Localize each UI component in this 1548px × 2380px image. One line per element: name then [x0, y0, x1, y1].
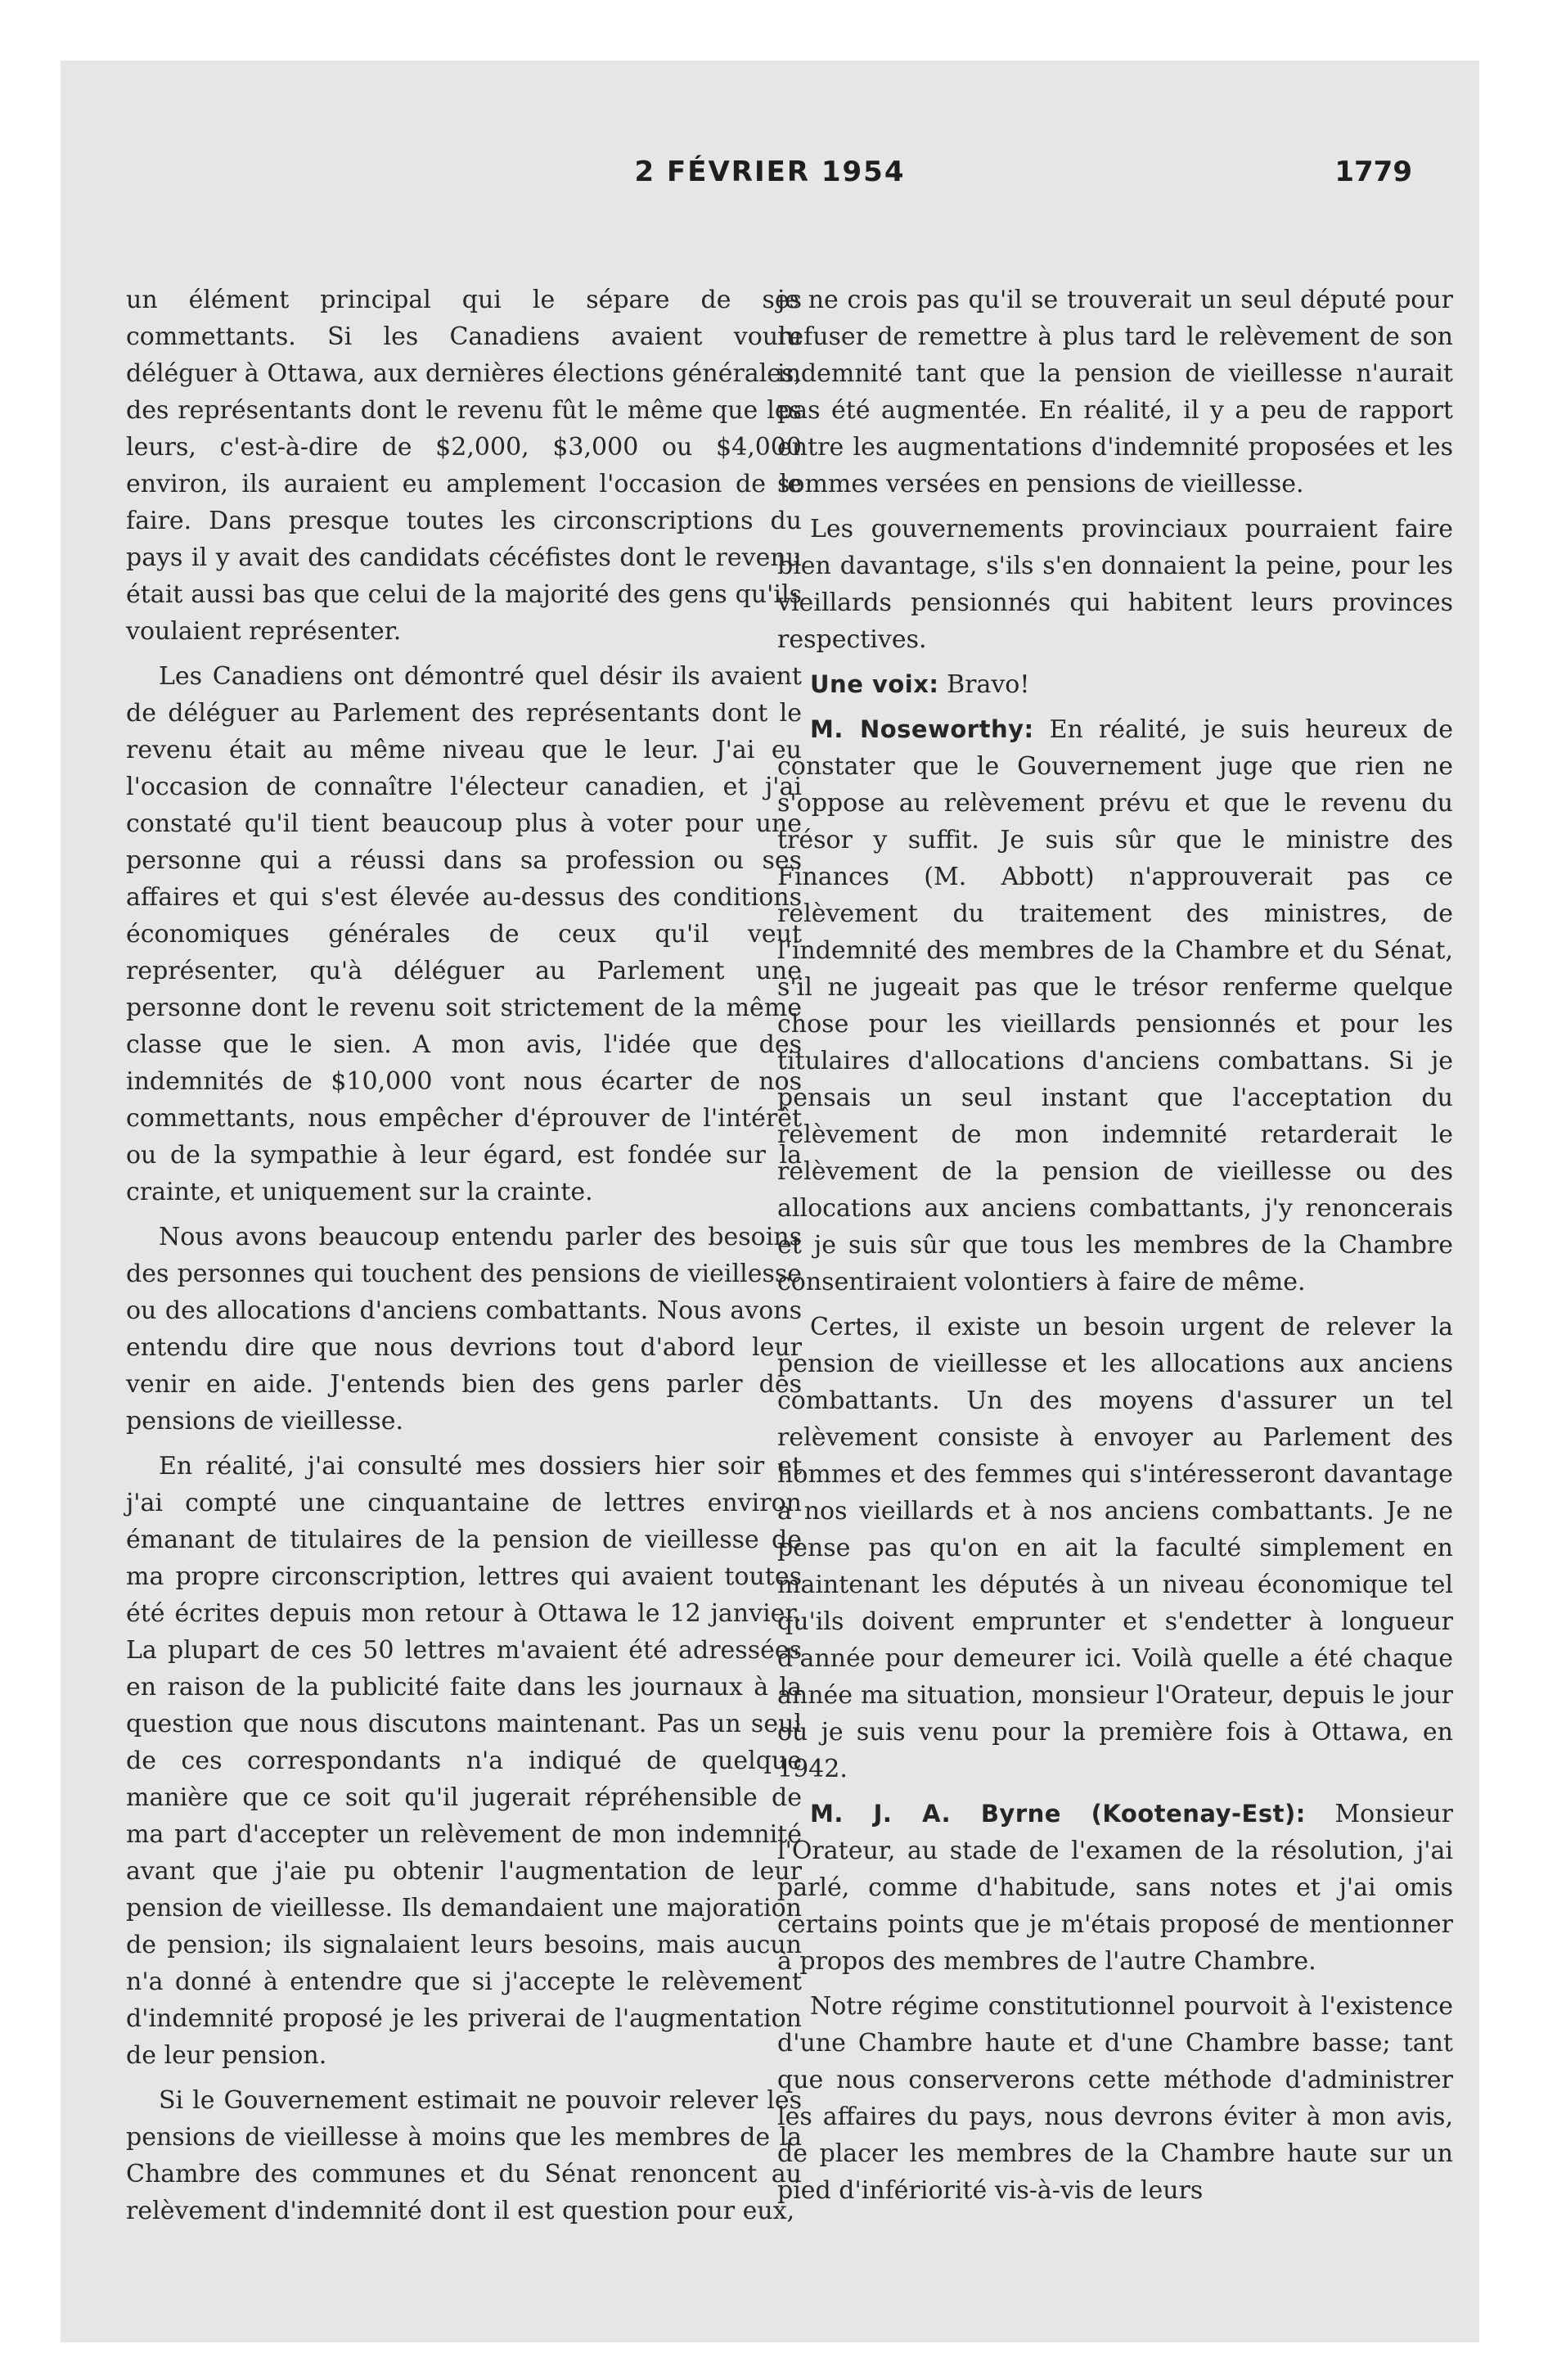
speaker-name: Une voix:	[810, 670, 939, 698]
speaker-name: M. J. A. Byrne (Kootenay-Est):	[810, 1800, 1306, 1828]
paragraph-text: Certes, il existe un besoin urgent de relever la pension de vieillesse et les allocations aux anciens combattants. Un des moyens d'assurer un tel relèvement consiste à envoyer au Parlement des hommes et des femmes qui s'intéresseront davantage à nos vieillards et à nos anciens combattants. Je ne pense pas qu'on en ait la faculté simplement en maintenant les députés à un niveau économique tel qu'ils doivent emprunter et s'endetter à longueur d'année pour demeurer ici. Voilà quelle a été chaque année ma situation, monsieur l'Orateur, depuis le jour où je suis venu pour la première fois à Ottawa, en 1942.	[777, 1313, 1453, 1783]
paragraph	[777, 282, 1453, 503]
paragraph-text: Les gouvernements provinciaux pourraient faire bien davantage, s'ils s'en donnaient la peine, pour les vieillards pensionnés qui habitent leurs provinces respectives.	[777, 515, 1453, 654]
paragraph	[777, 511, 1453, 658]
page-header	[61, 156, 1479, 205]
paragraph-text: je ne crois pas qu'il se trouverait un seul député pour refuser de remettre à plus tard le relèvement de son indemnité tant que la pension de vieillesse n'aurait pas été augmentée. En réalité, il y a peu de rapport entre les augmentations d'indemnité proposées et les sommes versées en pensions de vieillesse.	[777, 286, 1453, 498]
paragraph: Nous avons beaucoup entendu parler des besoins des personnes qui touchent des pensions de vieillesse ou des allocations d'anciens combattants. Nous avons entendu dire que nous devrions tout d'abord leur venir en aide. J'entends bien des gens parler des pensions de vieillesse.	[126, 1223, 802, 1436]
speech-text: En réalité, je suis heureux de constater que le Gouvernement juge que rien ne s'oppose au relèvement prévu et que le revenu du trésor y suffit. Je suis sûr que le ministre des Finances (M. Abbott) n'approuverait pas ce relèvement du traitement des ministres, de l'indemnité des membres de la Chambre et du Sénat, s'il ne jugeait pas que le trésor renferme quelque chose pour les vieillards pensionnés et pour les titulaires d'allocations d'anciens combattans. Si je pensais un seul instant que l'acceptation du relèvement de mon indemnité retarderait le relèvement de la pension de vieillesse ou des allocations aux anciens combattants, j'y renoncerais et je suis sûr que tous les membres de la Chambre consentiraient volontiers à faire de même.	[777, 715, 1453, 1296]
paragraph-text: Notre régime constitutionnel pourvoit à l'existence d'une Chambre haute et d'une Chambre basse; tant que nous conserverons cette méthode d'administrer les affaires du pays, nous devrons éviter à mon avis, de placer les membres de la Chambre haute sur un pied d'infériorité vis-à-vis de leurs	[777, 1992, 1453, 2205]
speech-paragraph	[777, 711, 1453, 1300]
paragraph: Les Canadiens ont démontré quel désir ils avaient de déléguer au Parlement des représentants dont le revenu était au même niveau que le leur. J'ai eu l'occasion de connaître l'électeur canadien, et j'ai constaté qu'il tient beaucoup plus à voter pour une personne qui a réussi dans sa profession ou ses affaires et qui s'est élevée au-dessus des conditions économiques générales de ceux qu'il veut représenter, qu'à déléguer au Parlement une personne dont le revenu soit strictement de la même classe que le sien. A mon avis, l'idée que des indemnités de $10,000 vont nous écarter de nos commettants, nous empêcher d'éprouver de l'intérêt ou de la sympathie à leur égard, est fondée sur la crainte, et uniquement sur la crainte.	[126, 662, 802, 1206]
header-date: 2 FÉVRIER 1954	[634, 156, 906, 188]
speech-text: Monsieur l'Orateur, au stade de l'examen de la résolution, j'ai parlé, comme d'habitude, sans notes et j'ai omis certains points que je m'étais proposé de mentionner à propos des membres de l'autre Chambre.	[777, 1800, 1453, 1976]
paragraph	[777, 1988, 1453, 2209]
paragraph: un élément principal qui le sépare de ses commettants. Si les Canadiens avaient voulu déléguer à Ottawa, aux dernières élections générales, des représentants dont le revenu fût le même que les leurs, c'est-à-dire de $2,000, $3,000 ou $4,000 environ, ils auraient eu amplement l'occasion de le faire. Dans presque toutes les circonscriptions du pays il y avait des candidats cécéfistes dont le revenu était aussi bas que celui de la majorité des gens qu'ils voulaient représenter.	[126, 286, 802, 646]
paragraph: Si le Gouvernement estimait ne pouvoir relever les pensions de vieillesse à moins que les membres de la Chambre des communes et du Sénat renoncent au relèvement d'indemnité dont il est question pour eux,	[126, 2086, 802, 2225]
page-sheet	[61, 61, 1479, 2342]
page-number: 1779	[1334, 156, 1412, 188]
paragraph	[777, 1309, 1453, 1787]
left-column	[126, 282, 802, 2238]
speaker-name: M. Noseworthy:	[810, 715, 1034, 743]
paragraph: En réalité, j'ai consulté mes dossiers hier soir et j'ai compté une cinquantaine de lettres environ émanant de titulaires de la pension de vieillesse de ma propre circonscription, lettres qui avaient toutes été écrites depuis mon retour à Ottawa le 12 janvier. La plupart de ces 50 lettres m'avaient été adressées en raison de la publicité faite dans les journaux à la question que nous discutons maintenant. Pas un seul de ces correspondants n'a indiqué de quelque manière que ce soit qu'il jugerait répréhensible de ma part d'accepter un relèvement de mon indemnité avant que j'aie pu obtenir l'augmentation de leur pension de vieillesse. Ils demandaient une majoration de pension; ils signalaient leurs besoins, mais aucun n'a donné à entendre que si j'accepte le relèvement d'indemnité proposé je les priverai de l'augmentation de leur pension.	[126, 1452, 802, 2070]
speech-text: Bravo!	[947, 670, 1030, 699]
speech-paragraph	[777, 1796, 1453, 1980]
right-column	[777, 282, 1453, 2217]
speech-paragraph	[777, 666, 1453, 703]
